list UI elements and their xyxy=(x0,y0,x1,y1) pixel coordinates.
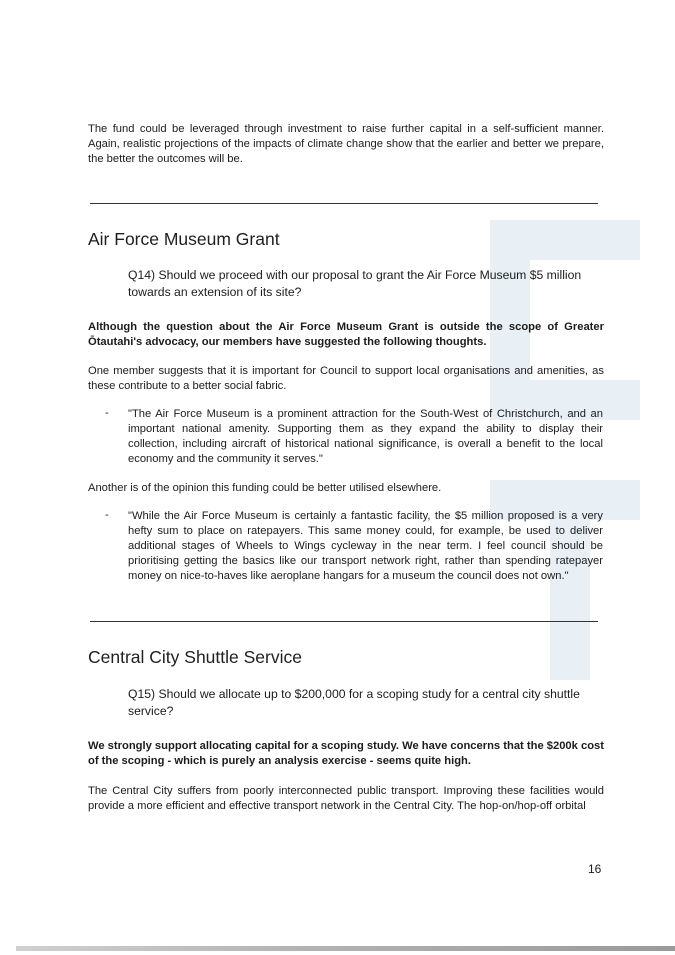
shuttle-body-text: The Central City suffers from poorly interconnected public transport. Improving these facilities would provide a more efficient and effective transport network in the Central City. The hop-on/hop-off orbital xyxy=(88,785,604,812)
member-intro-text: One member suggests that it is important for Council to support local organisations and amenities, as these contribute to a better social fabric. xyxy=(88,365,604,392)
section-heading-shuttle: Central City Shuttle Service xyxy=(88,647,302,667)
section-divider xyxy=(90,203,598,204)
quote-bullet-1 xyxy=(105,407,603,467)
quote-text-2: "While the Air Force Museum is certainly a fantastic facility, the $5 million proposed is a very hefty sum to place on ratepayers. This same money could, for example, be used to deliver additional stages of Wheels to Wings cycleway in the near term. I feel council should be prioritising getting the basics like our transport network right, rather than spending ratepayer money on nice-to-haves like aeroplane hangars for a museum the council does not own." xyxy=(128,510,603,582)
member-intro xyxy=(88,364,604,394)
air-force-position-text: Although the question about the Air Force Museum Grant is outside the scope of Greater Ōtautahi's advocacy, our members have suggested the following thoughts. xyxy=(88,321,604,348)
intro-text: The fund could be leveraged through investment to raise further capital in a self-sufficient manner. Again, realistic projections of the impacts of climate change show that the earlier and better we prepare, the better the outcomes will be. xyxy=(88,123,604,165)
air-force-position xyxy=(88,320,604,350)
quote-text-1: "The Air Force Museum is a prominent attraction for the South-West of Christchurch, and an important national amenity. Supporting them as they expand the ability to display their collection, including aircraft of historical national significance, is overall a benefit to the local economy and the community it serves." xyxy=(128,408,603,465)
intro-paragraph xyxy=(88,122,604,167)
shuttle-position xyxy=(88,739,604,769)
bullet-dash: - xyxy=(105,407,109,419)
other-intro xyxy=(88,481,604,496)
scan-edge xyxy=(16,946,675,951)
bullet-dash: - xyxy=(105,509,109,521)
shuttle-body xyxy=(88,784,604,814)
question-q14: Q14) Should we proceed with our proposal to grant the Air Force Museum $5 million towards an extension of its site? xyxy=(128,268,582,299)
quote-bullet-2 xyxy=(105,509,603,584)
shuttle-position-text: We strongly support allocating capital for a scoping study. We have concerns that the $200k cost of the scoping - which is purely an analysis exercise - seems quite high. xyxy=(88,740,604,767)
page-number: 16 xyxy=(588,862,602,876)
section-divider xyxy=(90,621,598,622)
section-heading-air-force: Air Force Museum Grant xyxy=(88,229,280,249)
question-q15: Q15) Should we allocate up to $200,000 for a scoping study for a central city shuttle service? xyxy=(128,687,580,718)
other-intro-text: Another is of the opinion this funding could be better utilised elsewhere. xyxy=(88,482,442,494)
